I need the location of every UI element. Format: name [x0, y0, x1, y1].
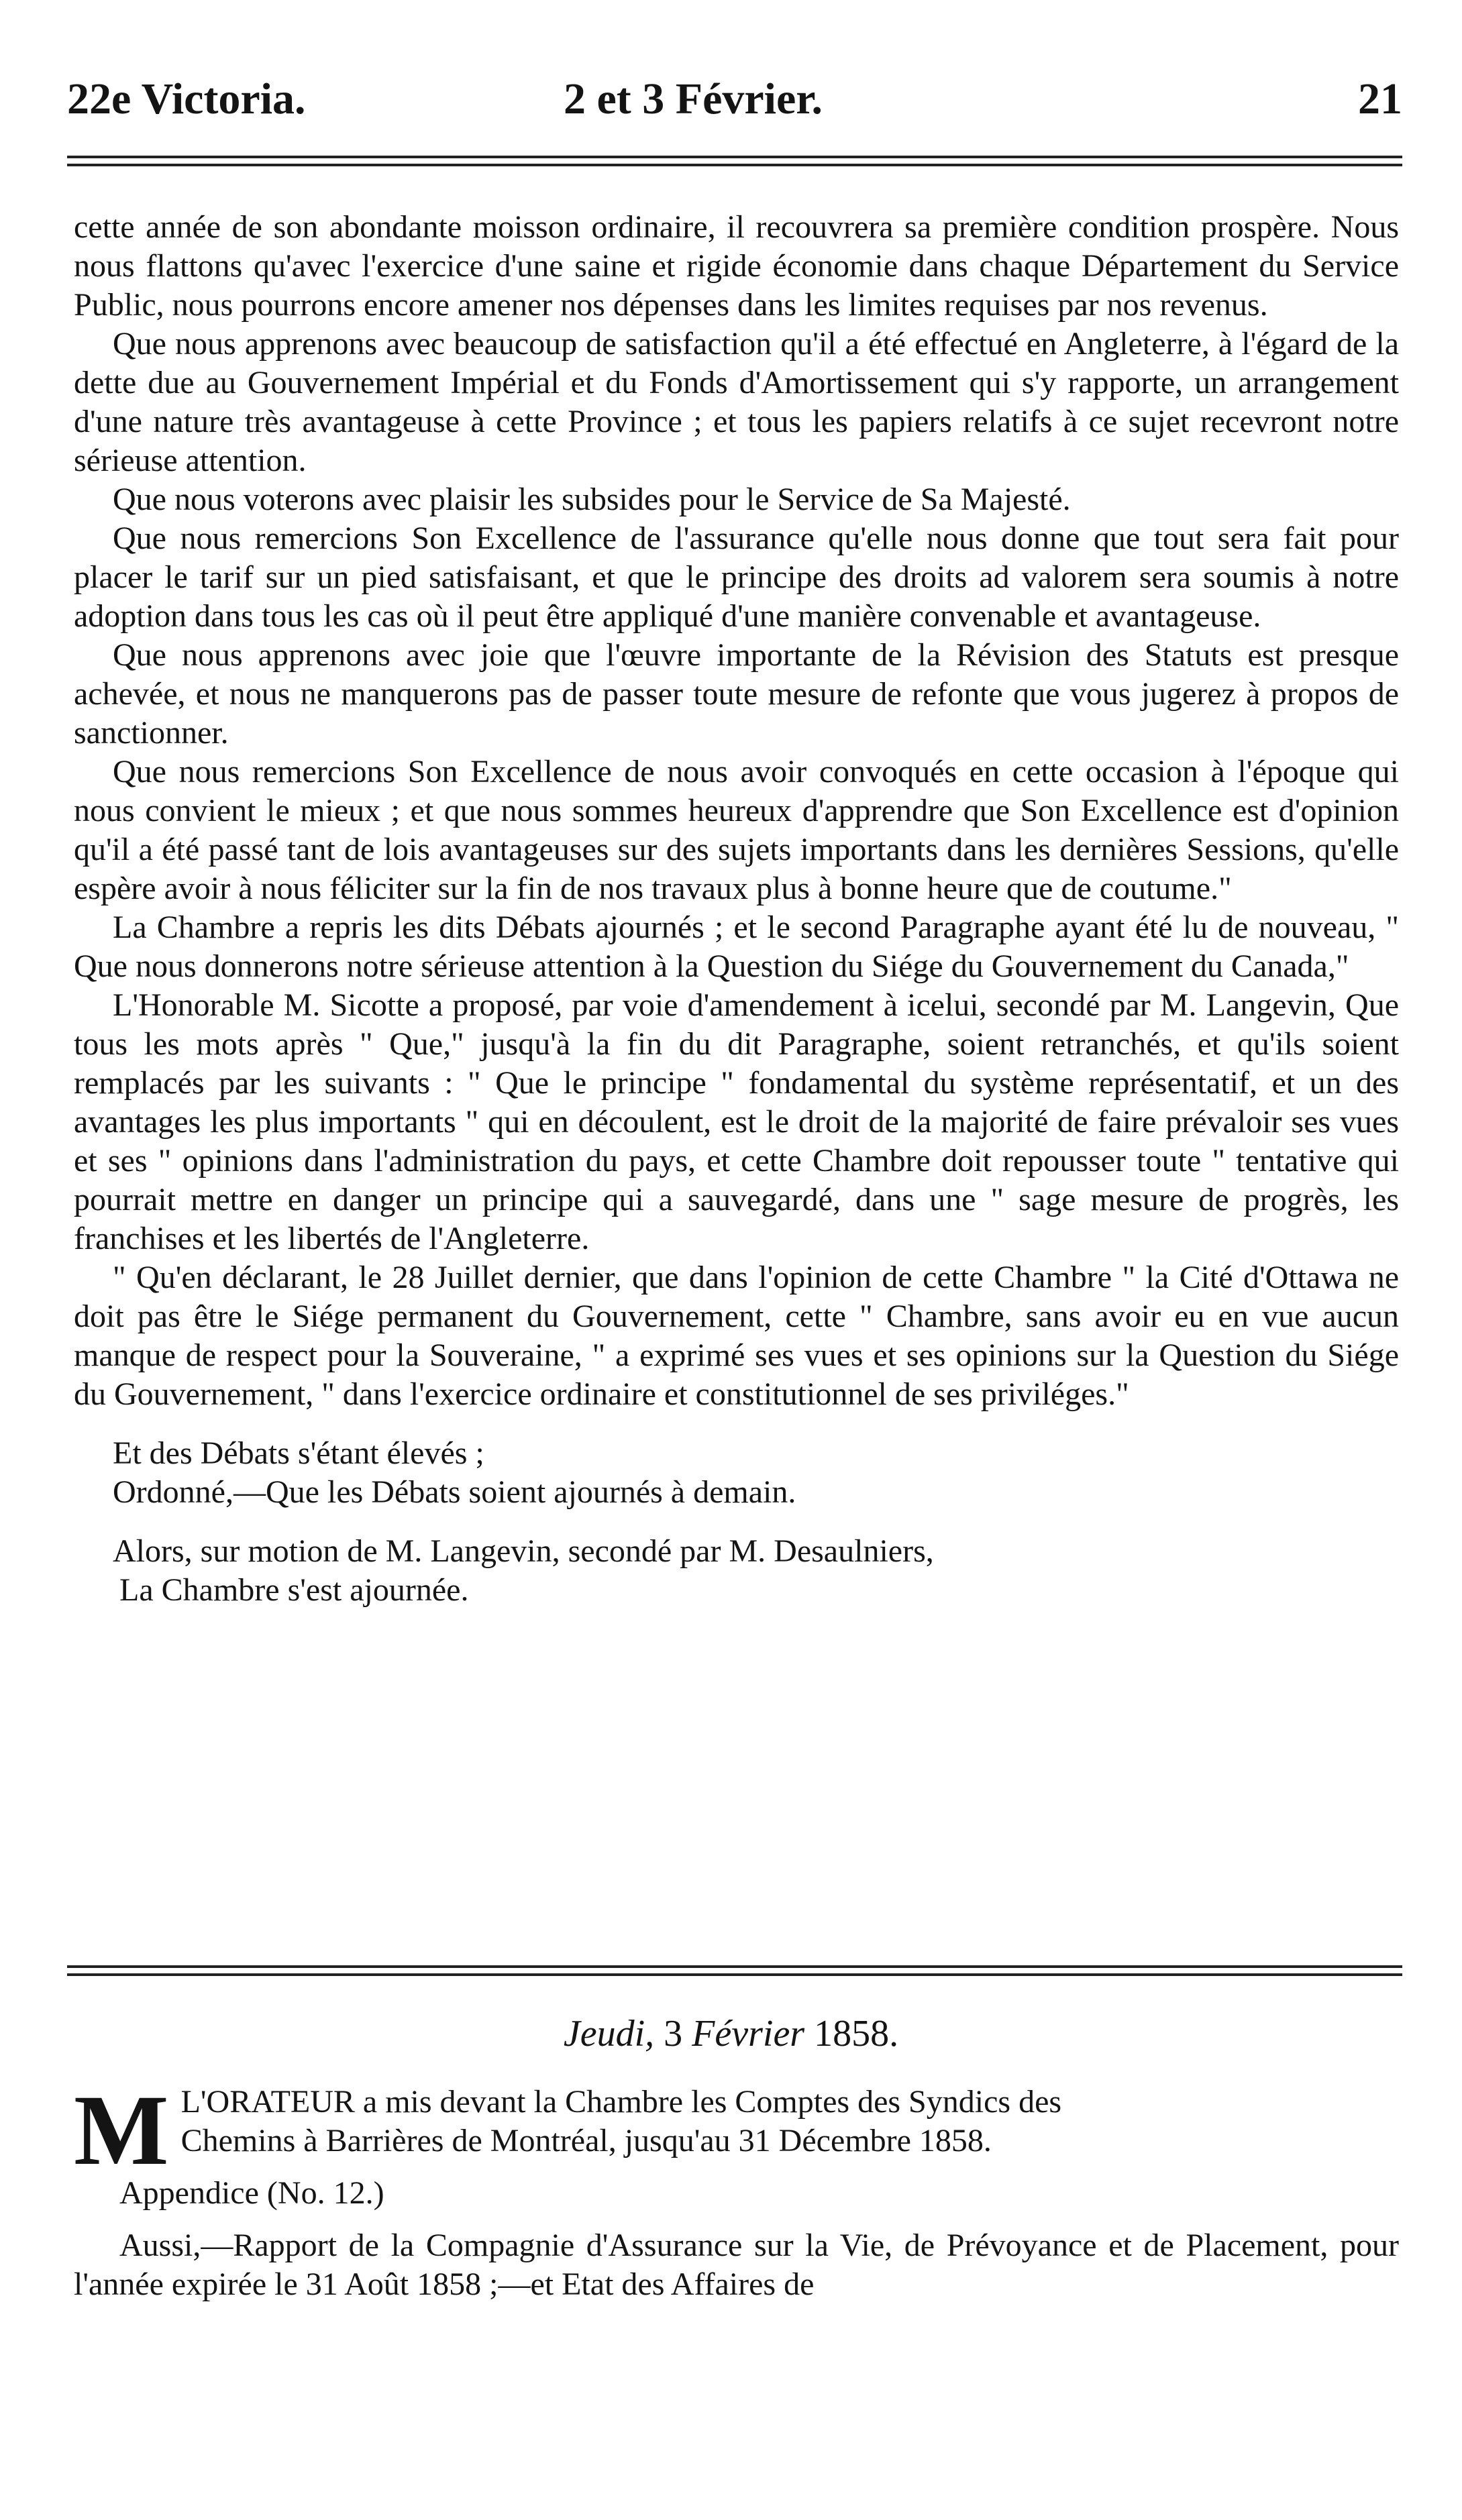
- drop-cap: M: [74, 2075, 169, 2186]
- final-line-1: L'ORATEUR a mis devant la Chambre les Comptes des Syndics des: [180, 2084, 1062, 2120]
- date-number: 3: [664, 2013, 683, 2055]
- paragraph: Que nous apprenons avec joie que l'œuvre importante de la Révision des Statuts est presque achevée, et nous ne manquerons pas de passer toute mesure de refonte que vous jugerez à propos de sanctionner.: [74, 637, 1399, 751]
- paragraph: La Chambre a repris les dits Débats ajournés ; et le second Paragraphe ayant été lu de nouveau, " Que nous donnerons notre sérieuse attention à la Question du Siége du Gouvernement du Canada,": [74, 910, 1399, 984]
- paragraph-amendment-cont: " Qu'en déclarant, le 28 Juillet dernier, que dans l'opinion de cette Chambre " la Cité d'Ottawa ne doit pas être le Siége permanent du Gouvernement, cette " Chambre, sans avoir eu en vue aucun manque de respect pour la Souveraine, " a exprimé ses vues et ses opinions sur la Question du Siége du Gouvernement, " dans l'exercice ordinaire et constitutionnel de ses priviléges.": [74, 1260, 1399, 1412]
- header-session: 22e Victoria.: [67, 74, 306, 123]
- paragraph-amendment: L'Honorable M. Sicotte a proposé, par voie d'amendement à icelui, secondé par M. Langevin, Que tous les mots après " Que," jusqu'à la fin du dit Paragraphe, soient retranchés, et qu'ils soient remplacés par les suivants : " Que le principe " fondamental du système représentatif, et un des avantages les plus importants " qui en découlent, est le droit de la majorité de faire prévaloir ses vues et ses " opinions dans l'administration du pays, et cette Chambre doit repousser toute " tentative qui pourrait mettre en danger un principe qui a sauvegardé, dans une " sage mesure de progrès, les franchises et les libertés de l'Angleterre.: [74, 987, 1399, 1256]
- spacer: [74, 1512, 1399, 1532]
- final-section: [74, 2075, 1399, 2304]
- paragraph-continuation: cette année de son abondante moisson ordinaire, il recouvrera sa première condition prospère. Nous nous flattons qu'avec l'exercice d'une saine et rigide économie dans chaque Département du Service Public, nous pourrons encore amener nos dépenses dans les limites requises par nos revenus.: [74, 209, 1399, 323]
- final-line-2: Chemins à Barrières de Montréal, jusqu'au 31 Décembre 1858.: [180, 2123, 992, 2158]
- header-date: 2 et 3 Février.: [564, 74, 823, 123]
- paragraph: Que nous remercions Son Excellence de nous avoir convoqués en cette occasion à l'époque qui nous convient le mieux ; et que nous sommes heureux d'apprendre que Son Excellence est d'opinion qu'il a été passé tant de lois avantageuses sur des sujets importants dans les dernières Sessions, qu'elle espère avoir à nous féliciter sur la fin de nos travaux plus à bonne heure que de coutume.": [74, 754, 1399, 906]
- spacer: [74, 1414, 1399, 1434]
- page-number: 21: [1358, 74, 1402, 123]
- date-day: Jeudi,: [563, 2013, 655, 2055]
- paragraph: Que nous voterons avec plaisir les subsides pour le Service de Sa Majesté.: [113, 482, 1071, 517]
- date-year: 1858.: [814, 2013, 899, 2055]
- main-text: [74, 208, 1399, 1610]
- paragraph: Et des Débats s'étant élevés ;: [113, 1435, 484, 1471]
- final-paragraph: Aussi,—Rapport de la Compagnie d'Assurance sur la Vie, de Prévoyance et de Placement, pour l'année expirée le 31 Août 1858 ;—et Etat des Affaires de: [74, 2228, 1399, 2302]
- section-rule: [67, 1965, 1402, 1976]
- paragraph: Que nous apprenons avec beaucoup de satisfaction qu'il a été effectué en Angleterre, à l'égard de la dette due au Gouvernement Impérial et du Fonds d'Amortissement qui s'y rapporte, un arrangement d'une nature très avantageuse à cette Province ; et tous les papiers relatifs à ce sujet recevront notre sérieuse attention.: [74, 326, 1399, 478]
- page-header: [67, 74, 1402, 127]
- date-heading: [0, 2012, 1462, 2055]
- paragraph: Que nous remercions Son Excellence de l'assurance qu'elle nous donne que tout sera fait pour placer le tarif sur un pied satisfaisant, et que le principe des droits ad valorem sera soumis à notre adoption dans tous les cas où il peut être appliqué d'une manière convenable et avantageuse.: [74, 521, 1399, 634]
- spacer: [74, 2213, 1399, 2226]
- paragraph: Alors, sur motion de M. Langevin, secondé par M. Desaulniers,: [113, 1533, 934, 1569]
- header-rule: [67, 156, 1402, 166]
- date-month: Février: [692, 2013, 805, 2055]
- final-line-3: Appendice (No. 12.): [119, 2175, 384, 2211]
- paragraph-ordered: Ordonné,—Que les Débats soient ajournés à demain.: [113, 1474, 796, 1510]
- paragraph: La Chambre s'est ajournée.: [119, 1572, 469, 1608]
